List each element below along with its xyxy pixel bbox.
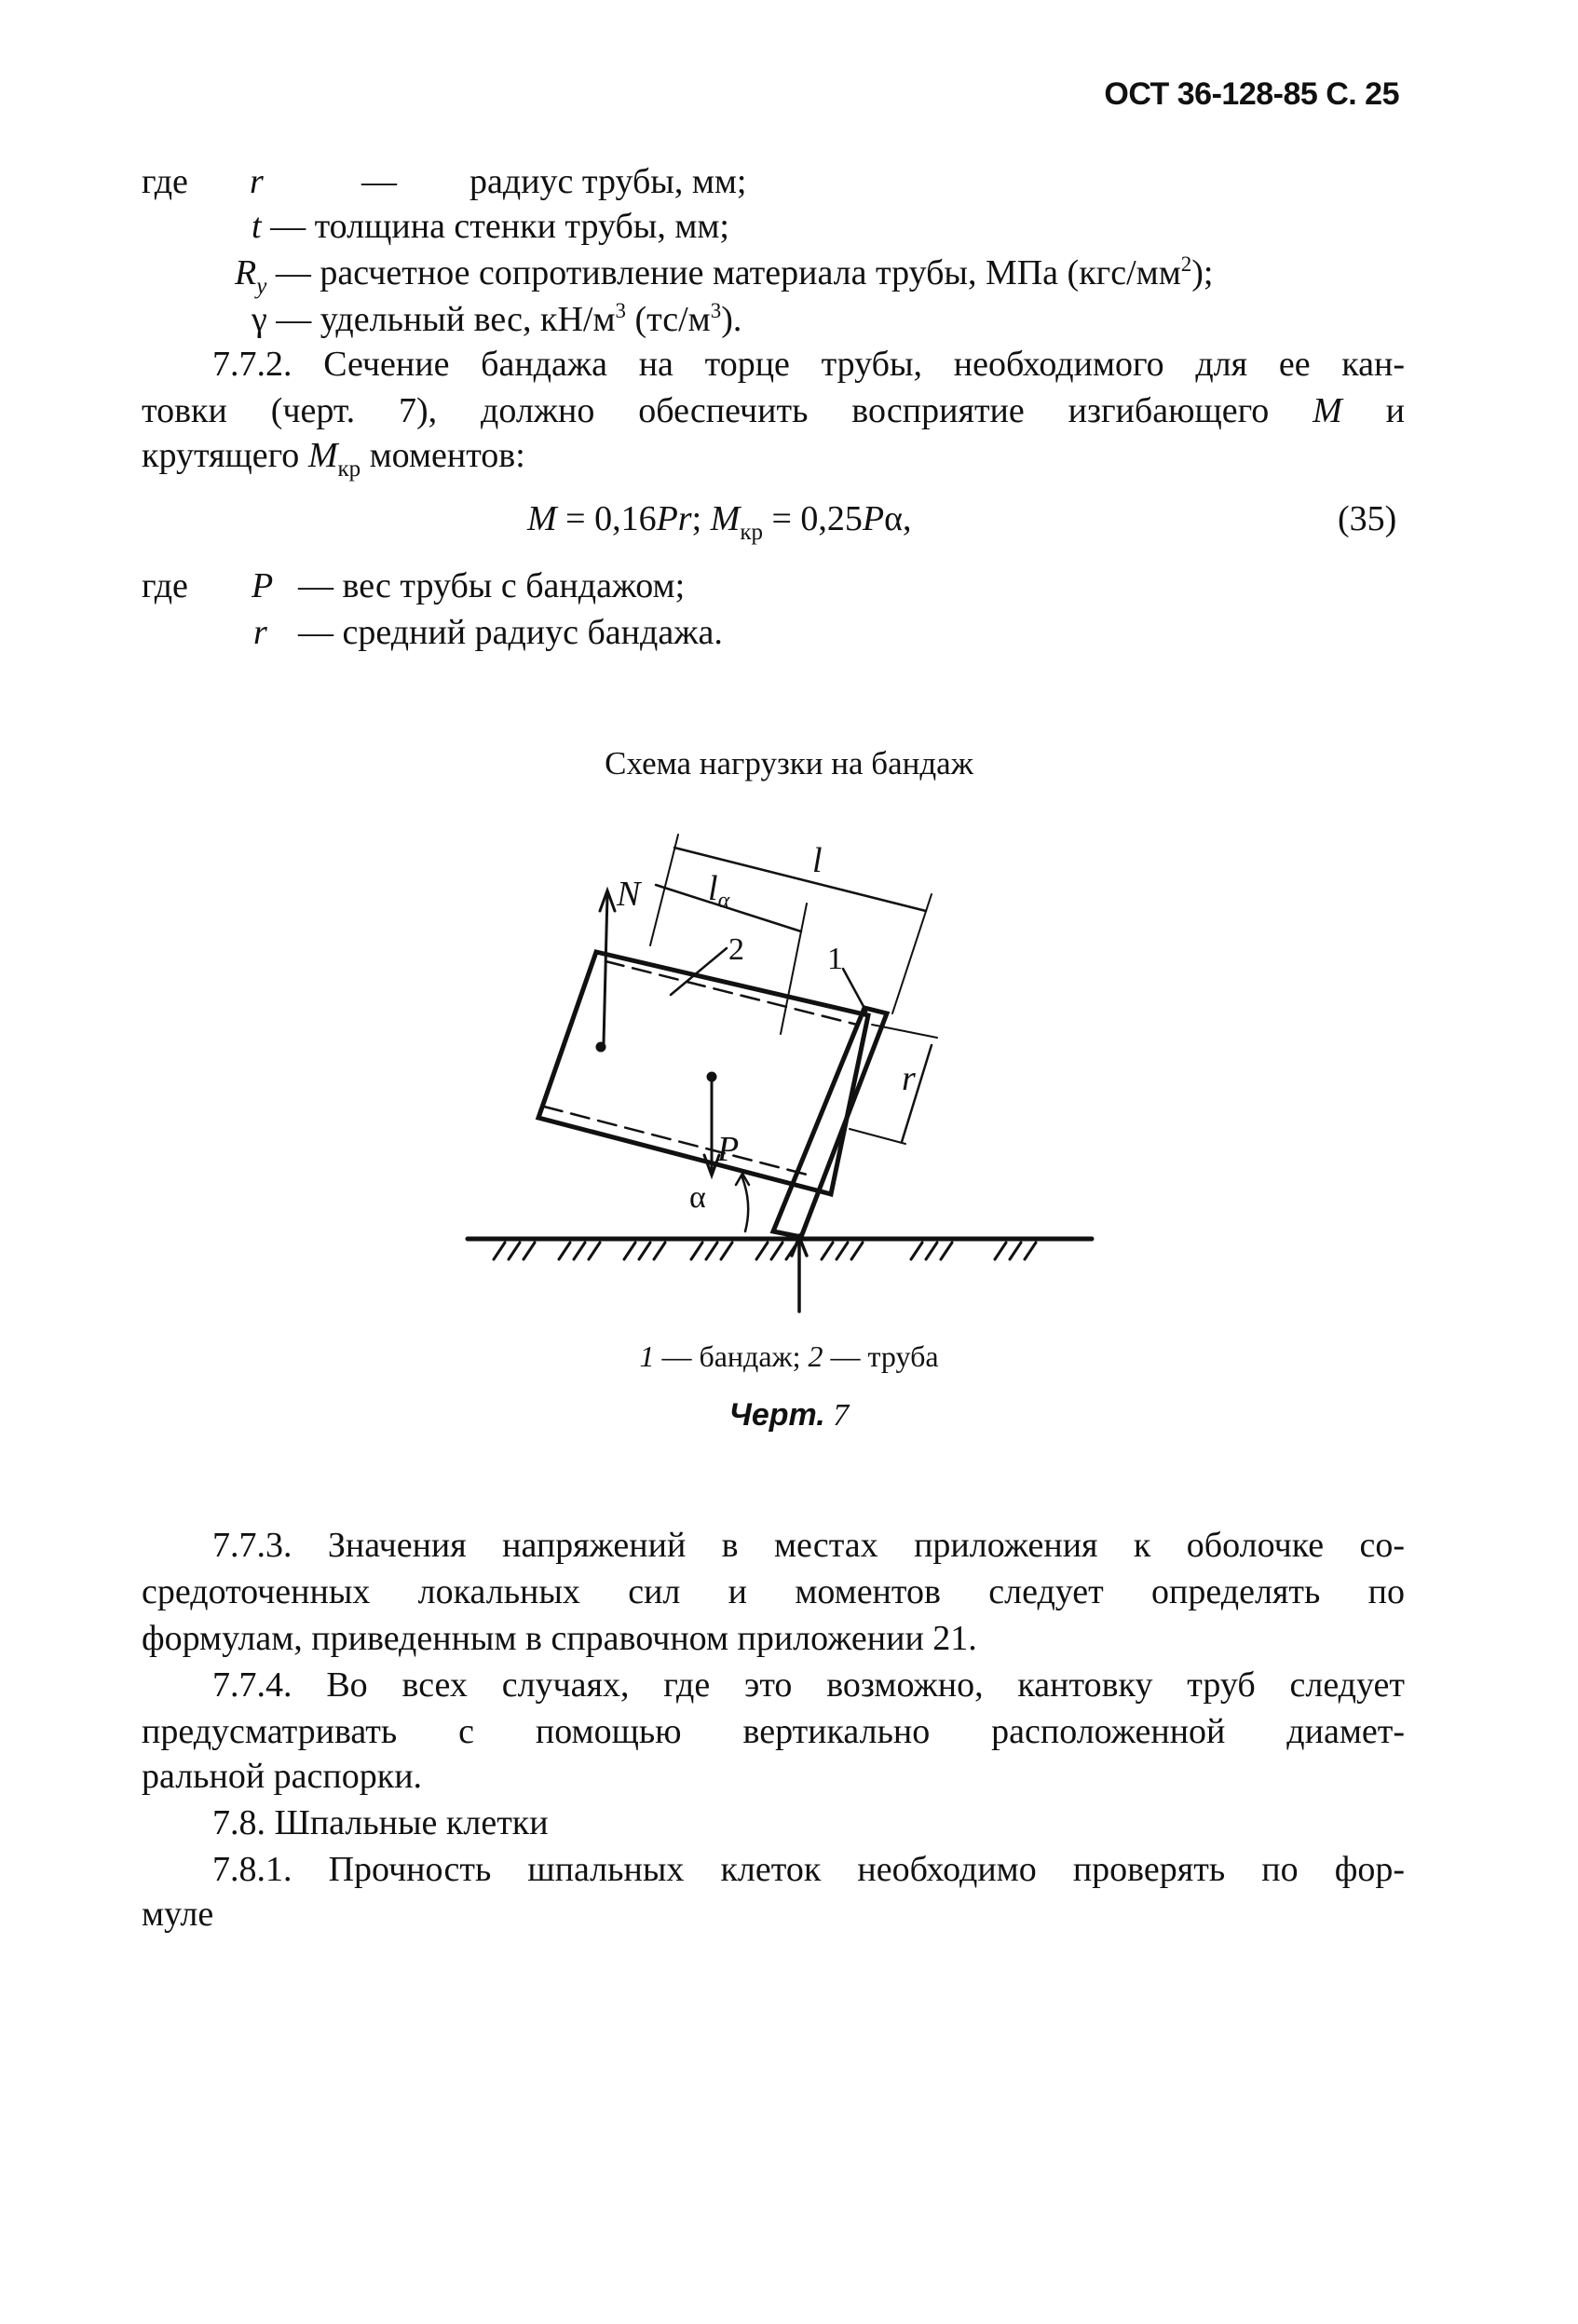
gamma-definition: — удельный вес, кН/м — [276, 300, 616, 339]
ry-symbol: R — [235, 253, 257, 292]
r-definition: радиус трубы, мм; — [469, 162, 747, 201]
p773-line-3: формулам, приведенным в справочном приложении 21. — [142, 1619, 977, 1658]
ry-superscript: 2 — [1180, 252, 1192, 276]
gamma-definition-line — [252, 296, 741, 343]
page-header: ОСТ 36-128-85 С. 25 — [1104, 76, 1399, 112]
where-word: где — [142, 162, 188, 201]
force-n-line — [604, 894, 607, 1043]
p774-line-1: 7.7.4. Во всех случаях, где это возможно, кантовку труб следует — [212, 1665, 1405, 1705]
gamma-middle: (тс/м — [626, 300, 711, 339]
p772-line-3 — [142, 432, 525, 482]
label-r: r — [902, 1059, 916, 1098]
gamma-symbol: γ — [252, 300, 267, 339]
formula-p: Р — [862, 499, 885, 538]
ry-end: ); — [1191, 253, 1214, 292]
p78-heading: 7.8. Шпальные клетки — [212, 1803, 549, 1842]
legend-pipe: — труба — [823, 1339, 939, 1373]
formula-coef-1: = 0,16 — [556, 499, 657, 538]
r-symbol-2: r — [253, 613, 267, 652]
moment-mkr-subscript: кр — [337, 456, 361, 482]
p772-line-2b: и — [1341, 391, 1405, 430]
moment-m-symbol: М — [1313, 391, 1342, 430]
load-scheme-diagram — [438, 820, 1109, 1323]
gamma-sup-1: 3 — [615, 299, 627, 322]
label-2: 2 — [728, 932, 744, 967]
pipe-inner-wall-top — [605, 961, 857, 1025]
formula-35 — [527, 496, 912, 545]
t-definition: — толщина стенки трубы, мм; — [270, 207, 729, 246]
p772-line-2 — [142, 387, 1405, 434]
gamma-sup-2: 3 — [710, 299, 722, 322]
legend-bandage: — бандаж; — [654, 1339, 809, 1373]
legend-num-2: 2 — [808, 1339, 823, 1373]
figure-title: Схема нагрузки на бандаж — [605, 745, 973, 781]
formula-number: (35) — [1338, 499, 1397, 538]
force-n-point — [596, 1042, 605, 1052]
formula-m: М — [527, 499, 557, 538]
extension-line-r-bottom — [850, 1129, 905, 1144]
formula-pr: Pr — [656, 499, 692, 538]
p773-line-1: 7.7.3. Значения напряжений в местах приложения к оболочке со- — [212, 1526, 1405, 1565]
label-n: N — [617, 875, 641, 914]
drawing-word: Черт. — [728, 1397, 825, 1433]
gamma-end: ). — [721, 300, 742, 339]
drawing-number: 7 — [824, 1398, 850, 1433]
drawing-label — [0, 1397, 1578, 1434]
figure-legend — [0, 1339, 1578, 1374]
p781-line-1: 7.8.1. Прочность шпальных клеток необходимо проверять по фор- — [212, 1850, 1405, 1889]
t-definition-line — [252, 203, 729, 250]
r-symbol: r — [250, 162, 264, 201]
formula-mkr-sub: кр — [740, 520, 763, 545]
where-word-2: где — [142, 566, 188, 605]
pipe-body — [538, 952, 868, 1194]
leader-line-1 — [843, 969, 866, 1012]
ground-hatching — [494, 1243, 1036, 1259]
ry-definition: — расчетное сопротивление материала трубы, МПа (кгс/мм — [275, 253, 1181, 292]
formula-alpha: α, — [884, 499, 912, 538]
formula-coef-2: = 0,25 — [762, 499, 863, 538]
bandage — [773, 1008, 887, 1237]
label-p: P — [717, 1130, 740, 1169]
ry-subscript: y — [256, 274, 267, 299]
moment-mkr-symbol: М — [307, 436, 338, 475]
label-la-main: l — [708, 869, 718, 908]
extension-line-la — [781, 904, 807, 1034]
p772-line-3b: моментов: — [360, 436, 525, 475]
formula-sep: ; — [691, 499, 711, 538]
label-la — [708, 869, 730, 913]
r-definition-2: — средний радиус бандажа. — [298, 613, 723, 652]
p-symbol: Р — [252, 566, 274, 605]
force-p-point — [707, 1072, 716, 1081]
p774-line-2: предусматривать с помощью вертикально расположенной диамет- — [142, 1712, 1405, 1751]
p774-line-3: ральной распорки. — [142, 1757, 423, 1796]
ry-definition-line — [235, 250, 1214, 299]
pipe-inner-wall-bottom — [544, 1107, 810, 1176]
p772-line-2a: товки (черт. 7), должно обеспечить восприятие изгибающего — [142, 391, 1313, 430]
p772-line-3a: крутящего — [142, 436, 308, 475]
formula-mkr: М — [710, 499, 741, 538]
p781-line-2: муле — [142, 1895, 214, 1934]
label-l: l — [812, 841, 823, 880]
p772-line-1: 7.7.2. Сечение бандажа на торце трубы, необходимого для ее кан- — [212, 345, 1405, 384]
label-la-sub: α — [717, 889, 730, 913]
p773-line-2: средоточенных локальных сил и моментов следует определять по — [142, 1572, 1405, 1611]
label-1: 1 — [827, 942, 843, 976]
p-definition: — вес трубы с бандажом; — [298, 566, 686, 605]
t-symbol: t — [252, 207, 262, 246]
label-alpha: α — [689, 1180, 706, 1215]
legend-num-1: 1 — [639, 1339, 655, 1373]
r-dash: — — [361, 162, 397, 201]
